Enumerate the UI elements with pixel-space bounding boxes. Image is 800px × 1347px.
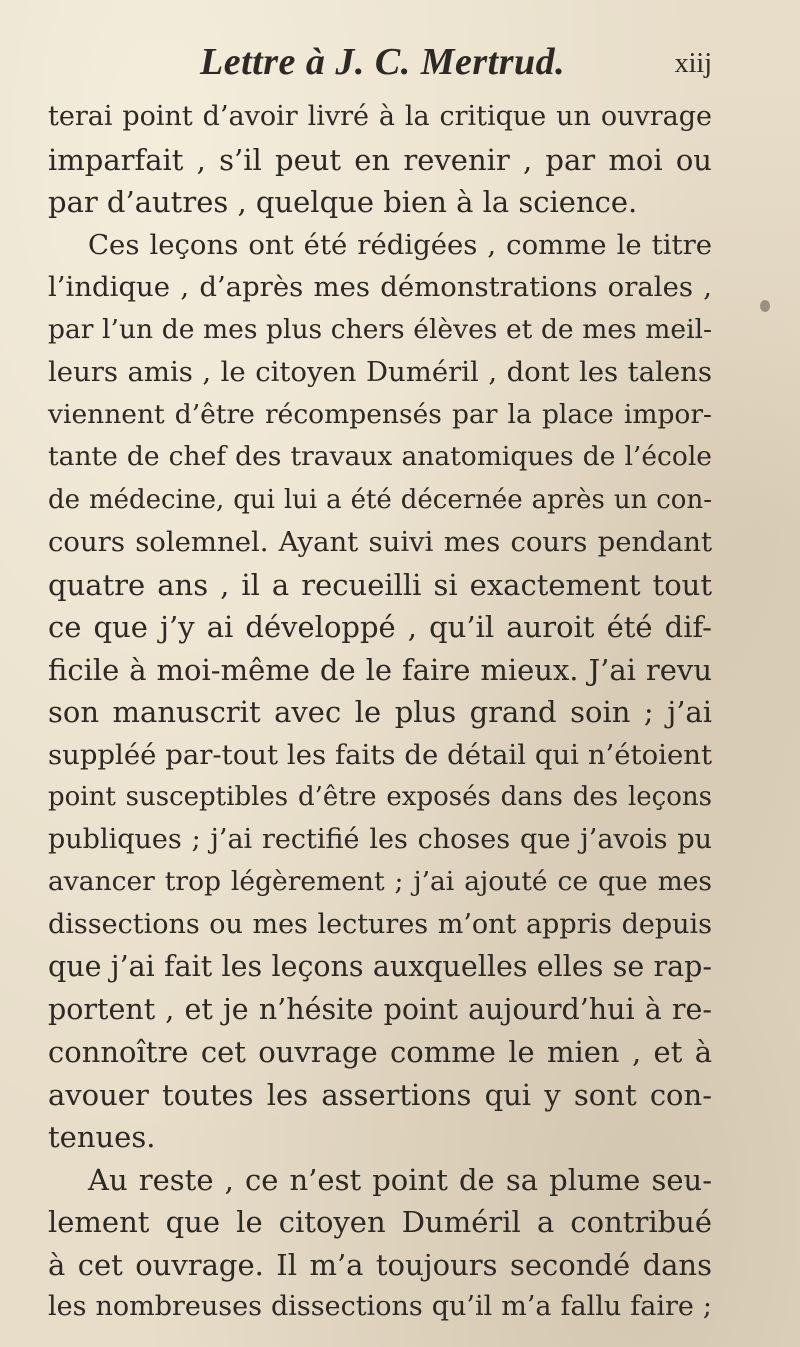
text-line: cours solemnel. Ayant suivi mes cours pendant [48,526,712,558]
ink-spot [760,300,770,312]
text-line: leurs amis , le citoyen Duméril , dont les talens [48,356,712,388]
text-line: viennent d’être récompensés par la place impor- [48,398,712,430]
text-line: tante de chef des travaux anatomiques de l’école [48,441,712,472]
text-line: l’indique , d’après mes démonstrations orales , [48,271,712,303]
running-title: Lettre à J. C. Mertrud. [200,41,566,83]
text-line: que j’ai fait les leçons auxquelles elles se rap- [48,950,712,983]
text-line: par d’autres , quelque bien à la science. [48,185,638,219]
text-line: terai point d’avoir livré à la critique un ouvrage [48,101,712,132]
text-line: son manuscrit avec le plus grand soin ; j’ai [48,695,712,729]
text-line: portent , et je n’hésite point aujourd’hui à re- [48,992,712,1026]
text-line: les nombreuses dissections qu’il m’a fallu faire ; [48,1291,712,1322]
text-line: connoître cet ouvrage comme le mien , et à [48,1035,712,1069]
page-header [0,40,800,90]
text-line: à cet ouvrage. Il m’a toujours secondé dans [48,1247,712,1282]
text-line: lement que le citoyen Duméril a contribué [48,1205,712,1239]
text-line: quatre ans , il a recueilli si exactement tout [48,567,712,602]
text-line: par l’un de mes plus chers élèves et de mes meil- [48,313,712,345]
page-number: xiij [674,48,712,79]
text-line: publiques ; j’ai rectifié les choses que j’avois pu [48,823,712,855]
text-line: suppléé par-tout les faits de détail qui n’étoient [48,738,712,771]
text-line: avouer toutes les assertions qui y sont con- [48,1077,712,1112]
text-line: avancer trop légèrement ; j’ai ajouté ce que mes [48,866,712,897]
text-line: ce que j’y ai développé , qu’il auroit été dif- [48,610,712,644]
text-line: de médecine, qui lui a été décernée après un con- [48,484,712,515]
text-line: ficile à moi-même de le faire mieux. J’ai revu [48,652,712,687]
text-line: point susceptibles d’être exposés dans des leçons [48,782,712,812]
text-line: imparfait , s’il peut en revenir , par moi ou [48,142,712,177]
text-line: Ces leçons ont été rédigées , comme le titre [88,228,712,261]
text-line: Au reste , ce n’est point de sa plume seu- [88,1162,712,1197]
text-line: tenues. [48,1120,156,1154]
text-line: dissections ou mes lectures m’ont appris depuis [48,908,712,940]
